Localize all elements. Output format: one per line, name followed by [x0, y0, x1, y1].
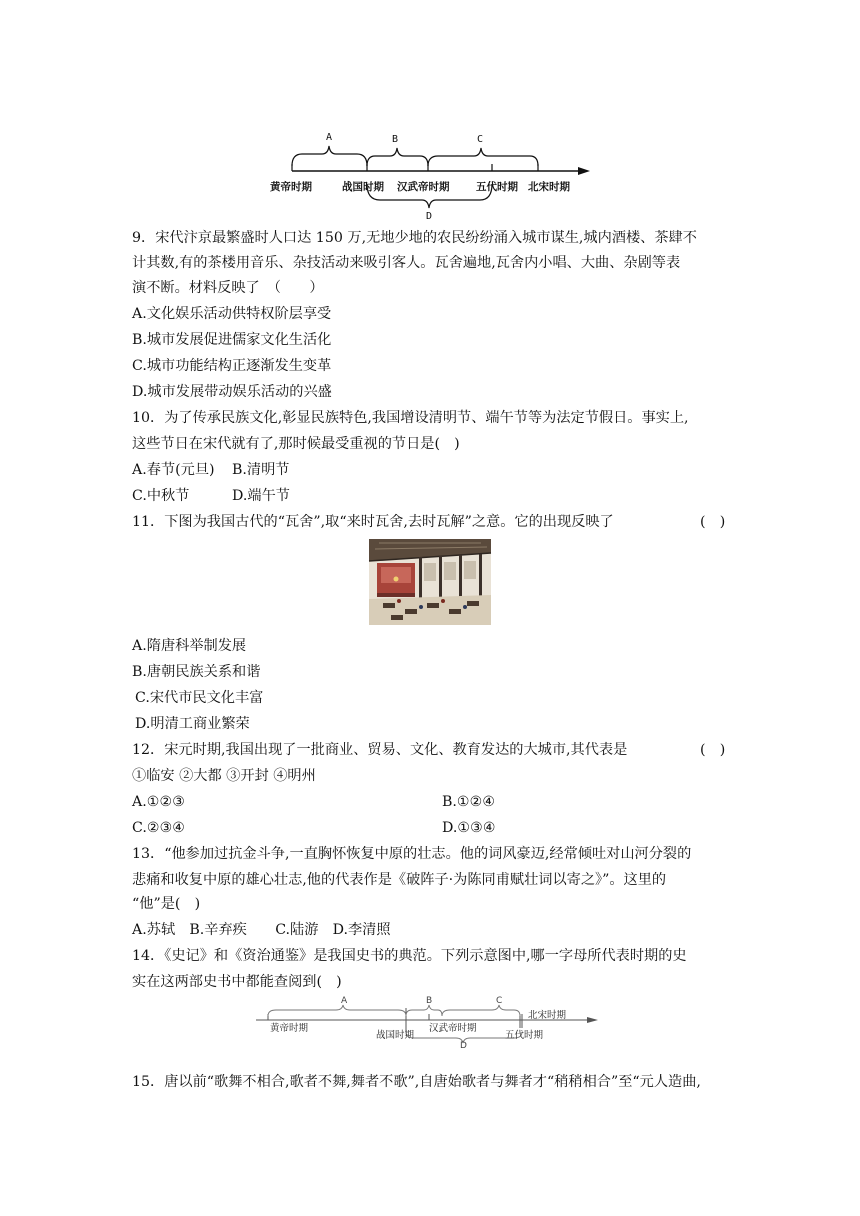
q13-options[interactable]: A.苏轼 B.辛弃疾 C.陆游 D.李清照	[132, 922, 391, 938]
q12-option-b[interactable]: B.①②④	[442, 794, 496, 810]
q13-stem-line-2: 悲痛和收复中原的雄心壮志,他的代表作是《破阵子·为陈同甫赋壮词以寄之》”。这里的	[132, 872, 667, 888]
q9-stem-line-1: 9．宋代汴京最繁盛时人口达 150 万,无地少地的农民纷纷涌入城市谋生,城内酒楼、茶肆不	[132, 230, 697, 246]
q11-answer-paren: ( )	[700, 514, 726, 530]
q14-stem-line-2: 实在这两部史书中都能查阅到( )	[132, 974, 342, 990]
timeline1-label-hanwudi: 汉武帝时期	[397, 181, 450, 193]
q15-stem: 15．唐以前“歌舞不相合,歌者不舞,舞者不歌”,自唐始歌者与舞者才“稍稍相合”至“元人造曲,	[132, 1074, 701, 1090]
q10-stem-line-2: 这些节日在宋代就有了,那时候最受重视的节日是( )	[132, 436, 460, 452]
q11-option-a[interactable]: A.隋唐科举制发展	[132, 638, 247, 654]
timeline2-letter-c: C	[496, 996, 503, 1006]
timeline-diagram-2	[252, 992, 604, 1051]
wa-she-illustration	[369, 539, 491, 625]
timeline1-label-wudai: 五代时期	[476, 181, 518, 193]
timeline2-letter-d: D	[460, 1041, 467, 1051]
timeline2-label-wudai: 五代时期	[505, 1030, 544, 1041]
q13-stem-line-3: “他”是( )	[132, 896, 201, 912]
q10-stem-line-1: 10．为了传承民族文化,彰显民族特色,我国增设清明节、端午节等为法定节假日。事实上,	[132, 410, 689, 426]
q9-stem-line-3: 演不断。材料反映了 （ ）	[132, 280, 324, 296]
q11-option-d[interactable]: D.明清工商业繁荣	[135, 716, 250, 732]
q12-stem: 12．宋元时期,我国出现了一批商业、贸易、文化、教育发达的大城市,其代表是	[132, 742, 628, 758]
q9-option-b[interactable]: B.城市发展促进儒家文化生活化	[132, 332, 332, 348]
timeline1-label-beisong: 北宋时期	[528, 181, 570, 193]
q11-option-b[interactable]: B.唐朝民族关系和谐	[132, 664, 261, 680]
timeline1-letter-b: B	[392, 134, 399, 145]
timeline1-label-huangdi: 黄帝时期	[270, 181, 312, 193]
q13-stem-line-1: 13．“他参加过抗金斗争,一直胸怀恢复中原的壮志。他的词风豪迈,经常倾吐对山河分裂的	[132, 846, 692, 862]
q9-stem-line-2: 计其数,有的茶楼用音乐、杂技活动来吸引客人。瓦舍遍地,瓦舍内小唱、大曲、杂剧等表	[132, 255, 681, 271]
timeline2-label-huangdi: 黄帝时期	[270, 1023, 309, 1034]
timeline1-letter-d: D	[426, 211, 433, 222]
q12-answer-paren: ( )	[700, 742, 726, 758]
q9-option-a[interactable]: A.文化娱乐活动供特权阶层享受	[132, 306, 332, 322]
q9-option-c[interactable]: C.城市功能结构正逐渐发生变革	[132, 358, 332, 374]
q12-option-c[interactable]: C.②③④	[132, 820, 186, 836]
q10-option-b[interactable]: B.清明节	[232, 462, 290, 478]
q12-items: ①临安 ②大都 ③开封 ④明州	[132, 768, 316, 784]
timeline2-letter-b: B	[426, 996, 433, 1006]
q12-option-a[interactable]: A.①②③	[132, 794, 185, 810]
q11-option-c[interactable]: C.宋代市民文化丰富	[135, 690, 264, 706]
timeline2-letter-a: A	[341, 996, 348, 1006]
timeline2-label-beisong: 北宋时期	[528, 1010, 567, 1021]
timeline1-letter-a: A	[326, 132, 333, 143]
timeline2-label-hanwudi: 汉武帝时期	[429, 1023, 477, 1034]
q9-option-d[interactable]: D.城市发展带动娱乐活动的兴盛	[132, 384, 332, 400]
q10-option-a[interactable]: A.春节(元旦)	[132, 462, 215, 478]
timeline-diagram-1	[262, 126, 602, 222]
q11-stem: 11．下图为我国古代的“瓦舍”,取“来时瓦舍,去时瓦解”之意。它的出现反映了	[132, 514, 614, 530]
q14-stem-line-1: 14．《史记》和《资治通鉴》是我国史书的典范。下列示意图中,哪一字母所代表时期的史	[132, 948, 687, 964]
timeline1-letter-c: C	[477, 134, 484, 145]
q12-option-d[interactable]: D.①③④	[442, 820, 496, 836]
timeline1-label-zhanguo: 战国时期	[342, 181, 384, 193]
timeline2-label-zhanguo: 战国时期	[376, 1030, 415, 1041]
q10-option-d[interactable]: D.端午节	[232, 488, 290, 504]
q10-option-c[interactable]: C.中秋节	[132, 488, 190, 504]
